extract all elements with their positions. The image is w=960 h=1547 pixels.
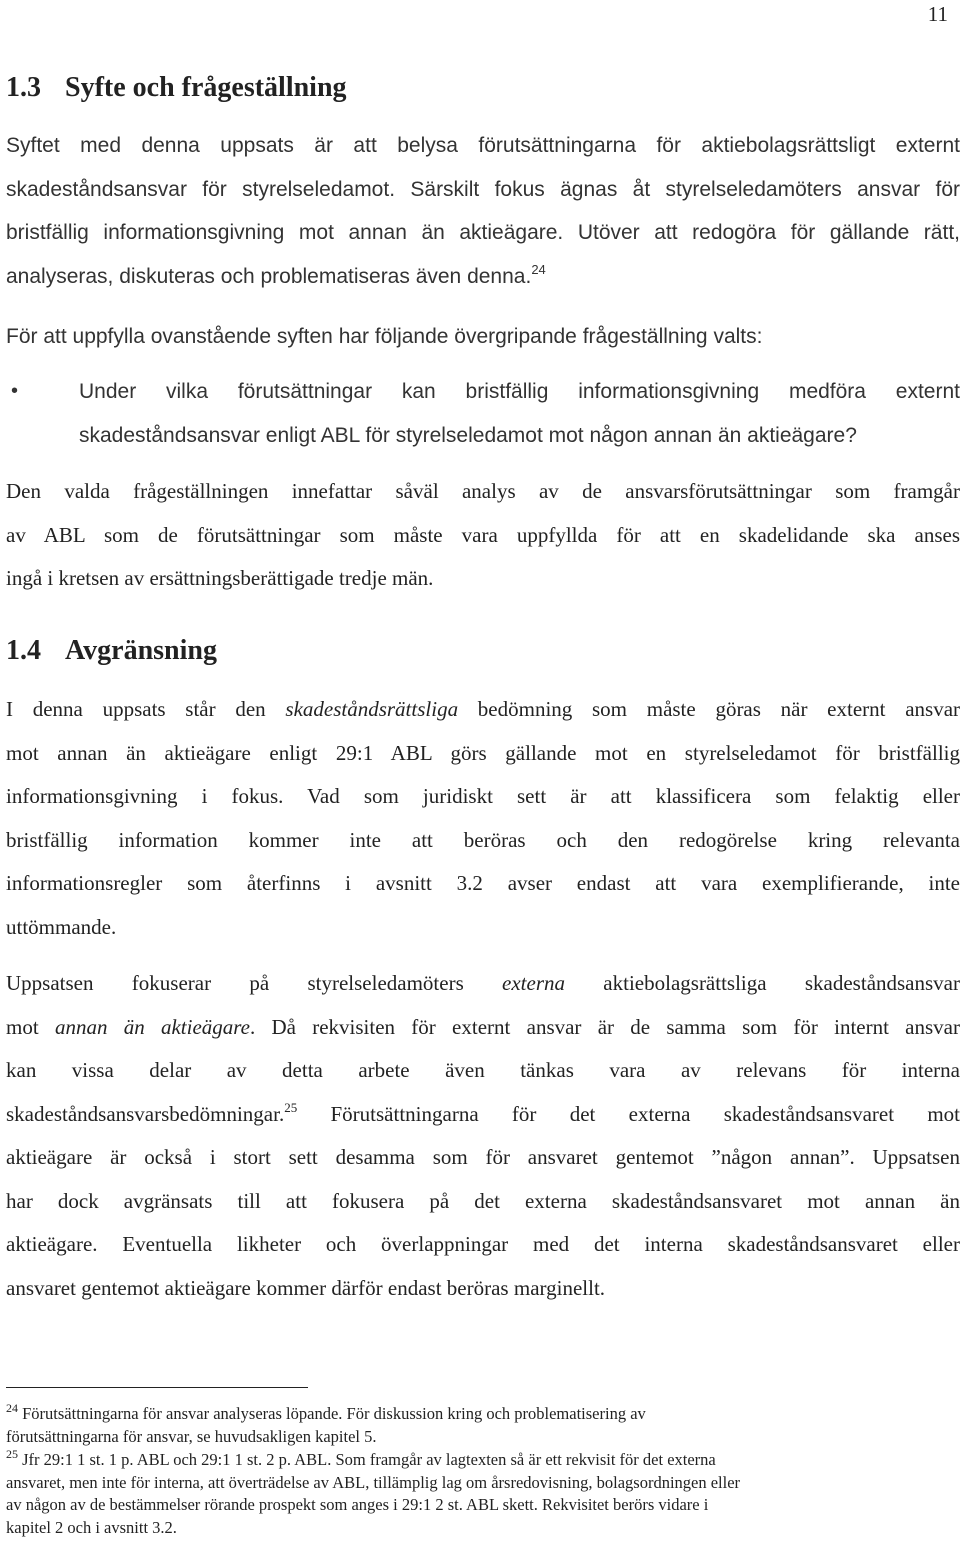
text-line: uttömmande. xyxy=(6,914,117,939)
text-line: aktieägare. Eventuella likheter och överlappningar med det interna skadeståndsansvaret eller xyxy=(6,1232,960,1256)
page-number: 11 xyxy=(927,2,948,26)
text-line-content: analyseras, diskuteras och problematiseras även denna. xyxy=(6,264,532,288)
text-line: bristfällig information kommer inte att beröras och den redogörelse kring relevanta xyxy=(6,827,960,852)
text-fragment: bedömning som måste göras när externt ansvar xyxy=(458,697,960,721)
section-title: Avgränsning xyxy=(65,635,217,666)
text-line xyxy=(6,962,960,1006)
footnote-separator xyxy=(6,1387,308,1388)
text-fragment: Uppsatsen fokuserar på styrelseledamöters xyxy=(6,971,503,995)
footnote-line xyxy=(6,1403,960,1426)
delimitation-paragraph-1 xyxy=(6,688,960,949)
text-fragment: mot xyxy=(6,1014,55,1039)
text-line: mot annan än aktieägare enligt 29:1 ABL görs gällande mot en styrelseledamot för bristfällig xyxy=(6,740,960,765)
emphasis: externa xyxy=(502,971,566,995)
text-line: kan vissa delar av detta arbete även tänkas vara av relevans för interna xyxy=(6,1058,960,1082)
footnote-ref-24: 24 xyxy=(531,261,546,277)
footnote-line: kapitel 2 och i avsnitt 3.2. xyxy=(6,1517,177,1537)
text-line: För att uppfylla ovanstående syften har följande övergripande frågeställning valts: xyxy=(6,325,763,348)
text-line: skadeståndsansvar enligt ABL för styrelseledamot mot någon annan än aktieägare? xyxy=(79,423,857,447)
section-heading-1-4 xyxy=(6,634,217,668)
scope-paragraph xyxy=(6,470,960,601)
research-question-bullet xyxy=(6,370,960,457)
text-line xyxy=(6,1093,960,1137)
bullet-text xyxy=(79,370,960,457)
text-fragment: I denna uppsats står den xyxy=(6,697,286,721)
footnote-text: Jfr 29:1 1 st. 1 p. ABL och 29:1 1 st. 2 p. ABL. Som framgår av lagtexten så är ett rekvisit för det externa xyxy=(22,1450,716,1469)
text-line xyxy=(6,255,960,299)
text-line xyxy=(6,688,960,732)
text-fragment: aktiebolagsrättsliga skadeståndsansvar xyxy=(565,971,960,995)
footnote-text: Förutsättningarna för ansvar analyseras löpande. För diskussion kring och problematisering av xyxy=(22,1404,646,1423)
text-line: av ABL som de förutsättningar som måste vara uppfyllda för att en skadelidande ska anses xyxy=(6,522,960,547)
emphasis: annan än aktieägare xyxy=(54,1014,250,1039)
footnote-number: 24 xyxy=(6,1401,18,1415)
footnote-line xyxy=(6,1449,960,1472)
text-line: bristfällig informationsgivning mot annan än aktieägare. Utöver att redogöra för gällande rätt, xyxy=(6,221,960,244)
text-line: informationsgivning i fokus. Vad som juridiskt sett är att klassificera som felaktig eller xyxy=(6,784,960,808)
footnote-number: 25 xyxy=(6,1447,18,1461)
footnote-line: förutsättningarna för ansvar, se huvudsakligen kapitel 5. xyxy=(6,1426,377,1446)
text-line: skadeståndsansvar för styrelseledamot. Särskilt fokus ägnas åt styrelseledamöters ansvar för xyxy=(6,177,960,201)
text-line: ansvaret gentemot aktieägare kommer därför endast beröras marginellt. xyxy=(6,1275,606,1300)
text-line: har dock avgränsats till att fokusera på det externa skadeståndsansvaret mot annan än xyxy=(6,1188,960,1213)
text-line: Syftet med denna uppsats är att belysa förutsättningarna för aktiebolagsrättsligt externt xyxy=(6,134,960,157)
footnote-line: av någon av de bestämmelser rörande prospekt som anges i 29:1 2 st. ABL skett. Rekvisitet berörs vidare i xyxy=(6,1495,709,1514)
text-line: Under vilka förutsättningar kan bristfällig informationsgivning medföra externt xyxy=(79,380,960,403)
delimitation-paragraph-2 xyxy=(6,962,960,1310)
emphasis: skadeståndsrättsliga xyxy=(285,697,459,721)
footnote-line: ansvaret, men inte för interna, att överträdelse av ABL, tillämplig lag om årsredovisning, bolagsordningen eller xyxy=(6,1472,741,1492)
footnote-25 xyxy=(6,1449,960,1539)
footnote-24 xyxy=(6,1403,960,1448)
section-title: Syfte och frågeställning xyxy=(65,72,347,103)
purpose-paragraph xyxy=(6,124,960,298)
text-fragment: . Då rekvisiten för externt ansvar är de samma som för internt ansvar xyxy=(249,1014,960,1039)
section-heading-1-3 xyxy=(6,71,347,105)
section-number: 1.4 xyxy=(6,635,41,666)
text-line: Den valda frågeställningen innefattar såväl analys av de ansvarsförutsättningar som framgår xyxy=(6,479,960,503)
footnote-ref-25: 25 xyxy=(284,1099,298,1115)
text-line xyxy=(6,1006,960,1050)
text-fragment: Förutsättningarna för det externa skadeståndsansvaret mot xyxy=(297,1101,960,1126)
section-number: 1.3 xyxy=(6,72,41,103)
text-fragment: skadeståndsansvarsbedömningar. xyxy=(6,1101,285,1126)
text-line: aktieägare är också i stort sett desamma som för ansvaret gentemot ”någon annan”. Uppsatsen xyxy=(6,1145,960,1169)
bullet-icon: • xyxy=(11,380,19,402)
text-line: informationsregler som återfinns i avsnitt 3.2 avser endast att vara exemplifierande, inte xyxy=(6,871,960,895)
question-intro-paragraph xyxy=(6,315,960,359)
text-line: ingå i kretsen av ersättningsberättigade tredje män. xyxy=(6,566,434,590)
